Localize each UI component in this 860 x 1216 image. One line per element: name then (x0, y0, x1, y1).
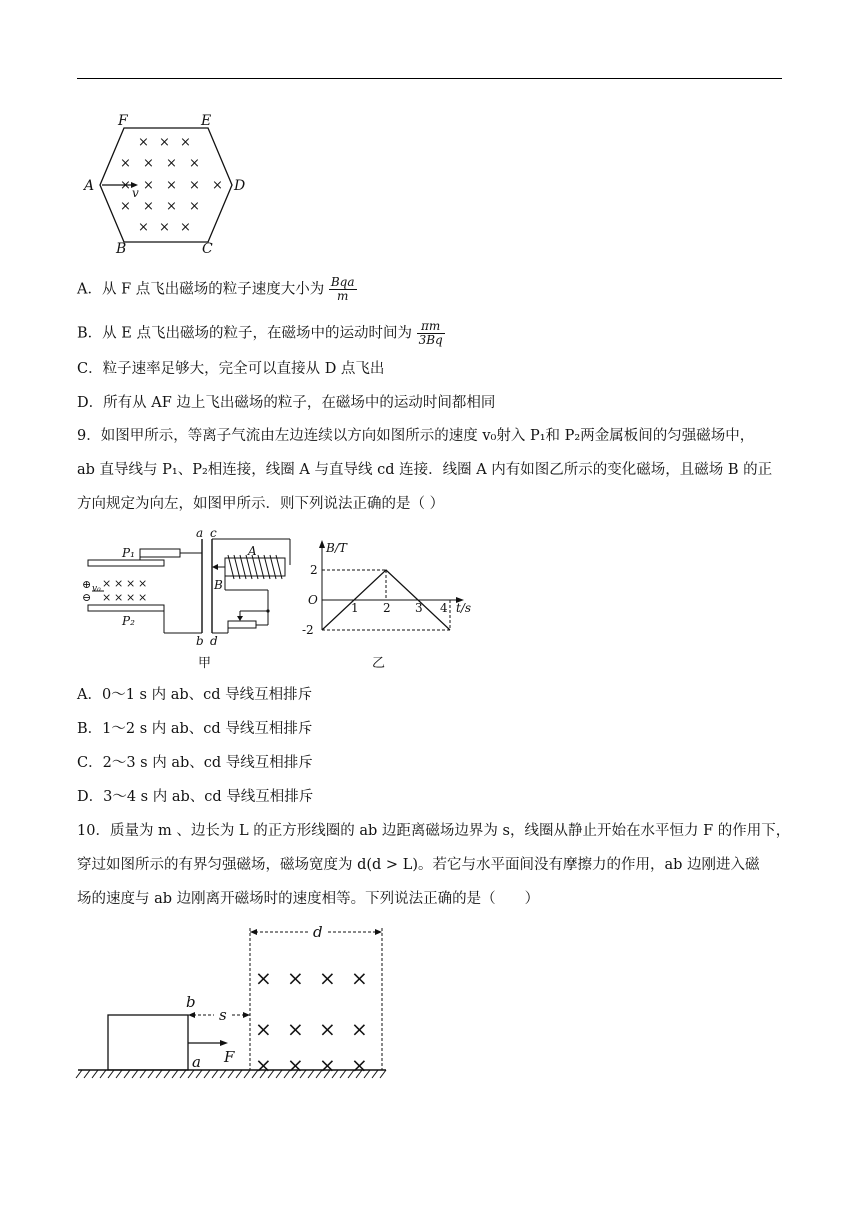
q9-stem-line1: 9．如图甲所示，等离子气流由左边连续以方向如图所示的速度 v₀射入 P₁和 P₂两金属板间的匀强磁场中， (77, 428, 755, 444)
q10-stem-line1: 10．质量为 m 、边长为 L 的正方形线圈的 ab 边距离磁场边界为 s，线圈从静止开始在水平恒力 F 的作用下， (77, 823, 791, 839)
label-P1: P₁ (122, 546, 135, 560)
svg-text:×: × (351, 1053, 368, 1077)
label-v: v (132, 186, 139, 200)
svg-text:×: × (138, 135, 149, 150)
label-a: a (196, 526, 204, 540)
svg-text:×: × (189, 199, 200, 214)
q9-stem-line2: ab 直导线与 P₁、P₂相连接，线圈 A 与直导线 cd 连接．线圈 A 内有如图乙所示的变化磁场，且磁场 B 的正 (77, 462, 773, 478)
svg-text:×: × (143, 156, 154, 171)
svg-text:×: × (287, 1053, 304, 1077)
label-b: b (186, 993, 196, 1011)
coil-field-figure (76, 920, 396, 1115)
origin-label: O (308, 593, 318, 607)
fraction: $\frac{\text{Bqa}}{m}$ (330, 275, 355, 303)
svg-text:×: × (287, 1017, 304, 1041)
label-c: c (210, 526, 217, 540)
svg-text:×: × (159, 220, 170, 235)
svg-text:×: × (255, 1053, 272, 1077)
xtick-1: 1 (351, 601, 359, 615)
label-D: D (234, 178, 246, 194)
svg-text:×: × (180, 135, 191, 150)
svg-text:×: × (159, 135, 170, 150)
svg-text:×: × (319, 1017, 336, 1041)
svg-text:×: × (114, 577, 124, 590)
svg-text:×: × (351, 1017, 368, 1041)
svg-text:×: × (189, 156, 200, 171)
q8-option-b: B．从 E 点飞出磁场的粒子，在磁场中的运动时间为 $\frac{\pi m}{3Bq}$ (77, 319, 443, 347)
label-F: F (118, 113, 128, 129)
svg-text:×: × (166, 156, 177, 171)
label-v0: v₀ (92, 584, 101, 594)
svg-text:×: × (255, 1017, 272, 1041)
svg-text:×: × (120, 156, 131, 171)
label-b: b (196, 634, 204, 648)
label-C: C (202, 241, 213, 257)
q9-option-d: D．3～4 s 内 ab、cd 导线互相排斥 (77, 789, 314, 805)
svg-text:×: × (180, 220, 191, 235)
hexagon-field-figure (80, 110, 260, 255)
svg-text:×: × (189, 178, 200, 193)
svg-text:×: × (143, 199, 154, 214)
q9-option-b: B．1～2 s 内 ab、cd 导线互相排斥 (77, 721, 313, 737)
svg-text:×: × (102, 577, 112, 590)
q10-stem-line2: 穿过如图所示的有界匀强磁场，磁场宽度为 d(d > L)。若它与水平面间没有摩擦力的作用，ab 边刚进入磁 (77, 857, 760, 873)
svg-text:×: × (102, 591, 112, 604)
svg-text:×: × (114, 591, 124, 604)
label-A: A (84, 178, 95, 194)
svg-text:×: × (166, 199, 177, 214)
ytick-2: 2 (310, 563, 318, 577)
label-B: B (214, 578, 223, 592)
q9-stem-line3: 方向规定为向左，如图甲所示．则下列说法正确的是（ ） (77, 496, 445, 512)
q8-option-c: C．粒子速率足够大，完全可以直接从 D 点飞出 (77, 361, 385, 377)
svg-text:×: × (138, 577, 148, 590)
svg-text:×: × (126, 591, 136, 604)
svg-text:×: × (138, 591, 148, 604)
svg-text:×: × (319, 966, 336, 990)
svg-text:×: × (212, 178, 223, 193)
svg-text:×: × (166, 178, 177, 193)
svg-text:×: × (120, 178, 131, 193)
q8-option-d: D．所有从 AF 边上飞出磁场的粒子，在磁场中的运动时间都相同 (77, 395, 496, 411)
label-E: E (201, 113, 212, 129)
svg-text:×: × (120, 199, 131, 214)
label-coil-A: A (248, 544, 257, 558)
xtick-3: 3 (415, 601, 423, 615)
y-axis-label: B/T (326, 541, 347, 555)
x-axis-label: t/s (456, 601, 472, 615)
svg-text:×: × (351, 966, 368, 990)
circuit-figure-jia (80, 525, 300, 670)
svg-text:×: × (287, 966, 304, 990)
plus-ion: ⊕ (82, 578, 92, 591)
caption-jia: 甲 (198, 656, 212, 671)
caption-yi: 乙 (372, 656, 386, 671)
q9-option-c: C．2～3 s 内 ab、cd 导线互相排斥 (77, 755, 313, 771)
q8-option-a: A．从 F 点飞出磁场的粒子速度大小为 $\frac{\text{Bqa}}{m}$ (77, 275, 355, 303)
label-s: s (219, 1006, 227, 1024)
q9-option-a: A．0～1 s 内 ab、cd 导线互相排斥 (77, 687, 313, 703)
xtick-2: 2 (383, 601, 391, 615)
xtick-4: 4 (440, 601, 448, 615)
q10-stem-line3: 场的速度与 ab 边刚离开磁场时的速度相等。下列说法正确的是（ ） (77, 891, 540, 907)
label-B: B (116, 241, 127, 257)
svg-text:×: × (126, 577, 136, 590)
svg-text:×: × (138, 220, 149, 235)
b-t-graph-yi (300, 540, 480, 670)
minus-ion: ⊖ (82, 591, 92, 604)
ytick-neg2: -2 (302, 623, 314, 637)
svg-text:×: × (255, 966, 272, 990)
fraction: $\frac{\pi m}{3Bq}$ (418, 319, 443, 347)
svg-text:×: × (319, 1053, 336, 1077)
label-F: F (224, 1048, 235, 1066)
label-d: d (210, 634, 218, 648)
svg-text:×: × (143, 178, 154, 193)
label-P2: P₂ (122, 614, 135, 628)
label-a: a (192, 1053, 201, 1071)
label-d: d (313, 923, 323, 941)
header-rule (77, 78, 782, 79)
